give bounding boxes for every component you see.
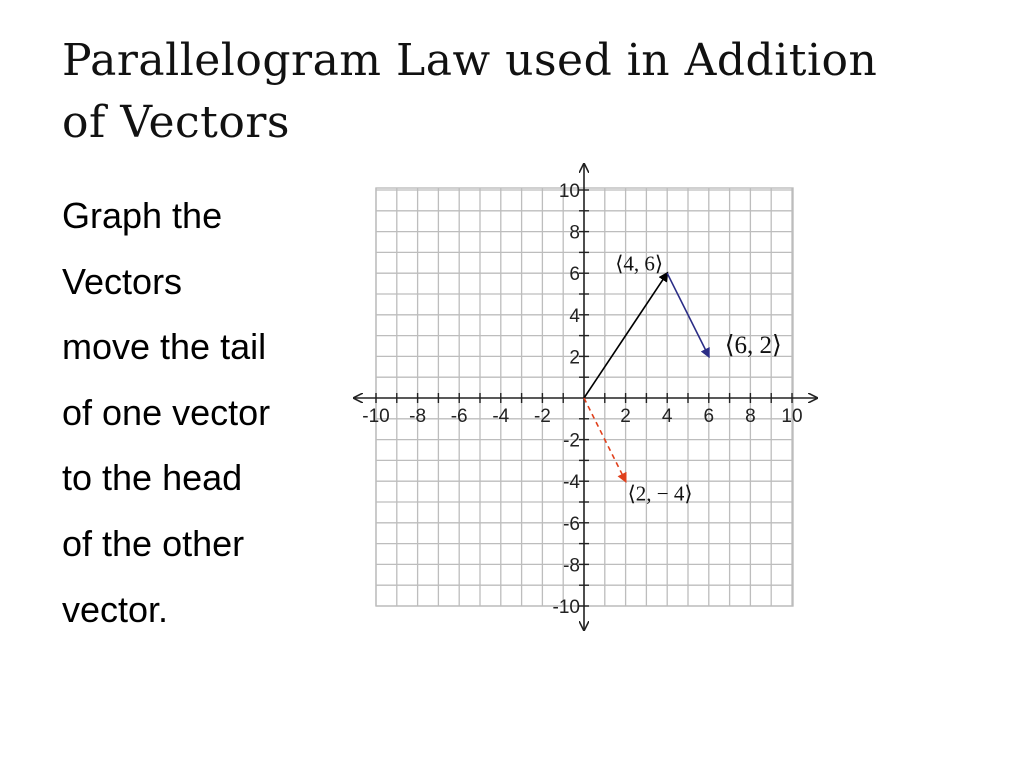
x-tick-label: 4 <box>661 406 673 427</box>
vector-6-2-label: ⟨6, 2⟩ <box>724 332 782 360</box>
x-tick-label: -8 <box>409 406 427 427</box>
y-tick-label: -10 <box>552 597 580 618</box>
instruction-line: move the tail <box>62 326 267 368</box>
instruction-line: to the head <box>62 457 243 499</box>
y-tick-label: -8 <box>563 555 580 577</box>
instruction-line: vector. <box>62 588 169 630</box>
vector-4-6-label: ⟨4, 6⟩ <box>615 251 664 276</box>
y-tick-label: -2 <box>563 430 580 452</box>
title-line-2: of Vectors <box>62 97 290 148</box>
y-tick-label: 2 <box>569 347 580 369</box>
y-tick-label: -4 <box>563 472 580 494</box>
x-tick-label: 8 <box>745 406 756 427</box>
x-tick-label: 10 <box>781 406 803 427</box>
x-tick-label: 2 <box>620 406 631 427</box>
tick-labels <box>362 181 802 618</box>
instruction-line: of one vector <box>62 391 271 433</box>
y-tick-label: 6 <box>569 264 580 286</box>
instruction-line: of the other <box>62 522 245 564</box>
x-tick-label: -2 <box>533 406 551 427</box>
x-tick-label: -6 <box>450 406 468 427</box>
y-tick-label: -6 <box>563 513 580 535</box>
vectors <box>584 252 782 506</box>
x-tick-label: -10 <box>362 406 390 427</box>
y-tick-label: 10 <box>558 181 580 202</box>
vector-2-neg4-label: ⟨2, − 4⟩ <box>627 481 693 506</box>
y-tick-label: 8 <box>569 222 580 244</box>
x-tick-label: -4 <box>492 406 510 427</box>
instruction-line: Graph the <box>62 195 223 236</box>
y-tick-label: 4 <box>569 305 580 327</box>
instruction-line: Vectors <box>62 260 183 302</box>
x-tick-label: 6 <box>703 406 715 427</box>
title-line-1: Parallelogram Law used in Addition <box>62 35 878 86</box>
